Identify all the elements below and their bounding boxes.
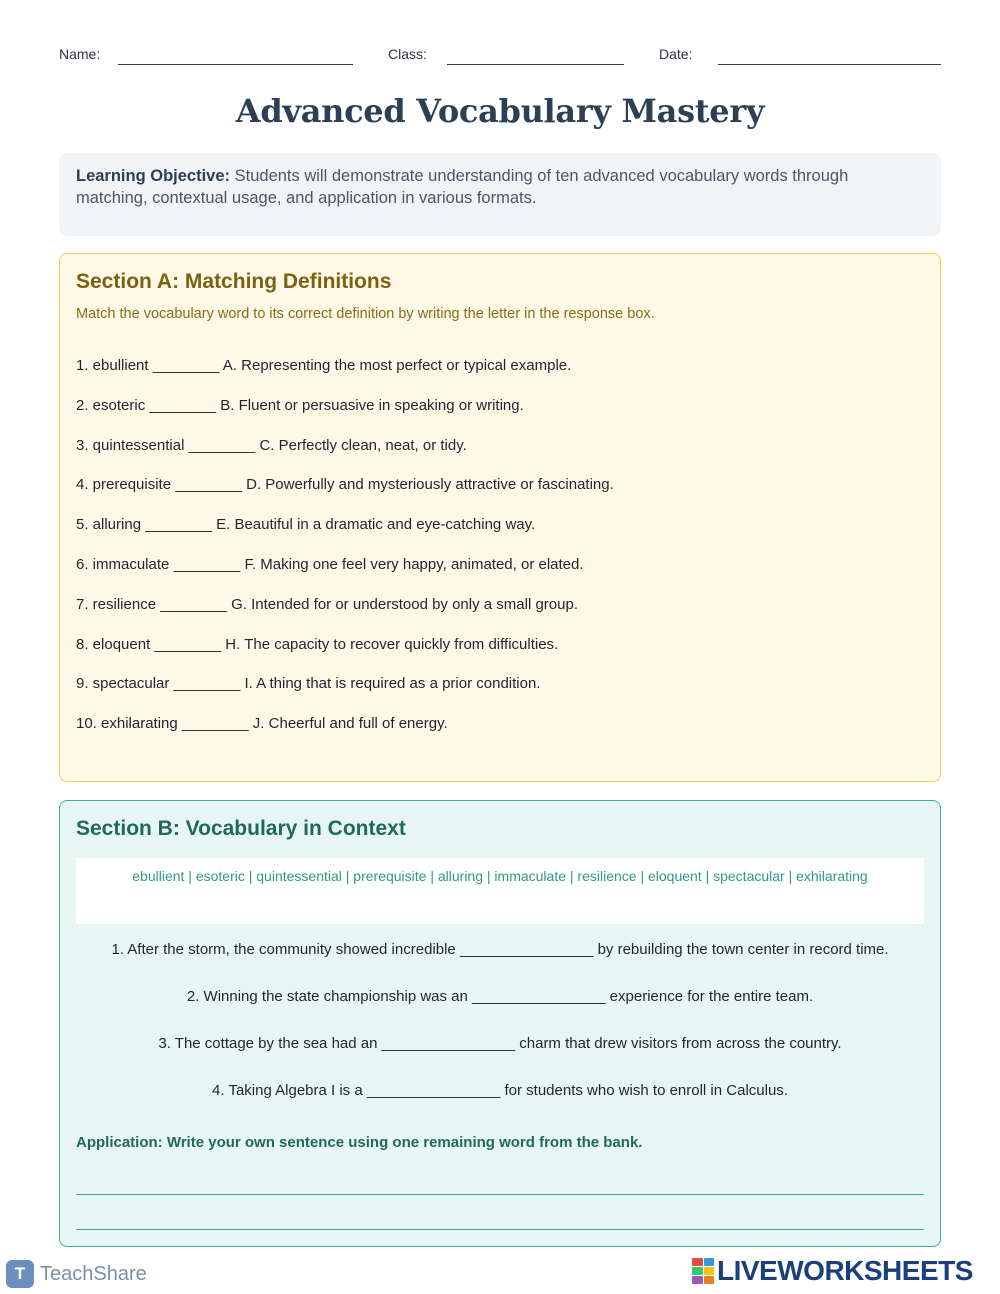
objective-text: Students will demonstrate understanding of ten advanced vocabulary words through matching, contextual usage, and application in various formats. <box>76 167 849 207</box>
answer-line-2[interactable] <box>76 1229 924 1230</box>
matching-item[interactable]: 6. immaculate ________ F. Making one feel very happy, animated, or elated. <box>76 555 584 573</box>
section-a-instructions: Match the vocabulary word to its correct definition by writing the letter in the response box. <box>76 306 655 322</box>
date-label: Date: <box>659 46 693 62</box>
class-field[interactable] <box>447 64 624 65</box>
word-bank: ebullient | esoteric | quintessential | prerequisite | alluring | immaculate | resilience | eloquent | spectacular | exhilarating <box>76 858 924 924</box>
name-label: Name: <box>59 46 101 62</box>
matching-item[interactable]: 2. esoteric ________ B. Fluent or persuasive in speaking or writing. <box>76 396 524 414</box>
context-sentence-3[interactable]: 3. The cottage by the sea had an ________________ charm that drew visitors from across the country. <box>158 1035 842 1052</box>
matching-item[interactable]: 1. ebullient ________ A. Representing the most perfect or typical example. <box>76 357 572 374</box>
liveworksheets-brand[interactable] <box>692 1254 973 1288</box>
matching-list <box>76 357 916 755</box>
matching-item[interactable]: 5. alluring ________ E. Beautiful in a dramatic and eye-catching way. <box>76 516 536 534</box>
name-field[interactable] <box>118 64 353 65</box>
learning-objective-box <box>59 153 941 236</box>
section-b-title: Section B: Vocabulary in Context <box>76 817 406 840</box>
objective-label: Learning Objective: <box>76 167 231 185</box>
matching-item[interactable]: 10. exhilarating ________ J. Cheerful and full of energy. <box>76 715 448 733</box>
section-b-context <box>59 800 941 1247</box>
liveworksheets-text: LIVEWORKSHEETS <box>717 1255 973 1286</box>
matching-item[interactable]: 3. quintessential ________ C. Perfectly clean, neat, or tidy. <box>76 436 467 454</box>
teachshare-text: TeachShare <box>40 1262 147 1285</box>
matching-item[interactable]: 8. eloquent ________ H. The capacity to recover quickly from difficulties. <box>76 635 559 653</box>
section-a-title: Section A: Matching Definitions <box>76 270 392 293</box>
section-a-matching <box>59 253 941 782</box>
teachshare-logo-icon: T <box>6 1260 34 1288</box>
class-label: Class: <box>388 46 427 62</box>
page-title: Advanced Vocabulary Mastery <box>235 92 765 130</box>
matching-item[interactable]: 9. spectacular ________ I. A thing that is required as a prior condition. <box>76 675 541 693</box>
context-sentence-2[interactable]: 2. Winning the state championship was an ________________ experience for the entire team. <box>186 988 814 1005</box>
teachshare-brand[interactable] <box>6 1259 147 1289</box>
application-prompt: Application: Write your own sentence using one remaining word from the bank. <box>76 1134 643 1151</box>
liveworksheets-logo-icon <box>692 1258 714 1284</box>
answer-line-1[interactable] <box>76 1194 924 1195</box>
context-sentence-1[interactable]: 1. After the storm, the community showed incredible ________________ by rebuilding the town center in record time. <box>111 941 889 958</box>
date-field[interactable] <box>718 64 941 65</box>
student-info-row <box>59 44 941 68</box>
matching-item[interactable]: 7. resilience ________ G. Intended for or understood by only a small group. <box>76 595 578 613</box>
context-sentence-4[interactable]: 4. Taking Algebra I is a ________________ for students who wish to enroll in Calculus. <box>212 1082 788 1099</box>
matching-item[interactable]: 4. prerequisite ________ D. Powerfully and mysteriously attractive or fascinating. <box>76 476 614 494</box>
